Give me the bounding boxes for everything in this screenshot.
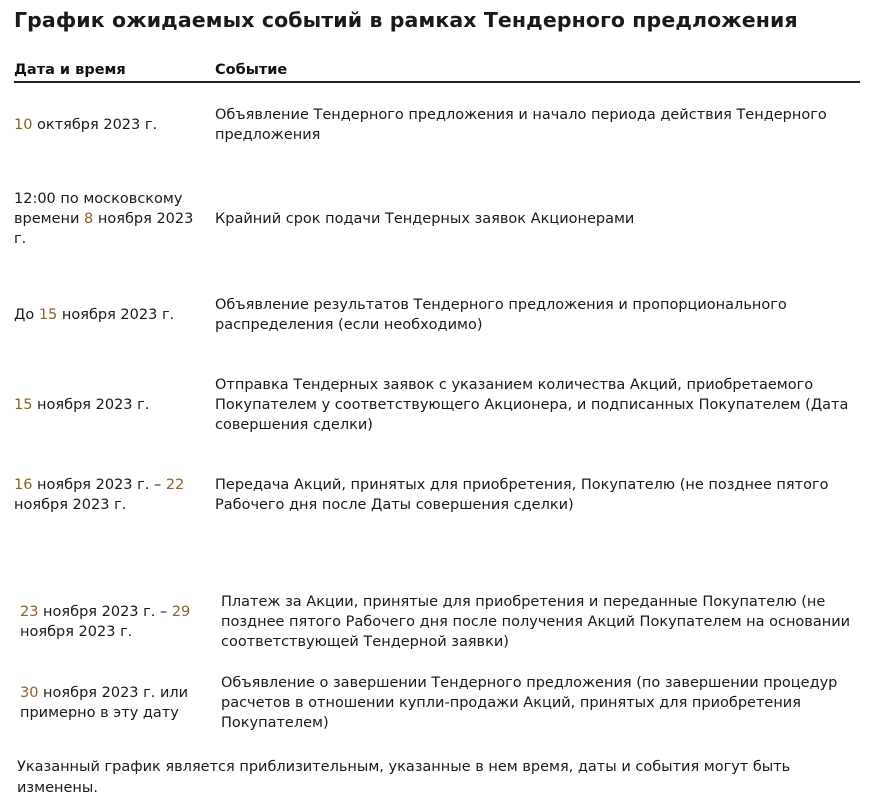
date-text: ноября 2023 г. [14, 211, 194, 247]
row-event: Объявление результатов Тендерного предложения и пропорционального распределения (если необходимо) [215, 297, 787, 333]
date-text: 12:00 по московскому времени [14, 191, 183, 227]
date-text: ноября 2023 г. [32, 397, 150, 413]
row-date [14, 189, 199, 249]
date-number: 29 [171, 604, 191, 620]
row-event: Объявление о завершении Тендерного предложения (по завершении процедур расчетов в отношении купли-продажи Акций, принятых для приобретения Покупателем) [221, 675, 838, 731]
footer-note: Указанный график является приблизительным, указанные в нем время, даты и события могут быть изменены. [17, 759, 791, 796]
column-header-event: Событие [215, 62, 288, 78]
row-event: Крайний срок подачи Тендерных заявок Акционерами [215, 211, 635, 227]
column-header-date: Дата и время [14, 62, 126, 78]
date-number: 16 [14, 477, 33, 493]
date-text: ноября 2023 г. [20, 624, 133, 640]
row-date [14, 115, 204, 135]
date-text: ноября 2023 г. – [32, 477, 166, 493]
date-text: До [14, 307, 39, 323]
date-number: 23 [20, 604, 39, 620]
row-event: Платеж за Акции, принятые для приобретения и переданные Покупателю (не позднее пятого Рабочего дня после получения Акций Покупателем на основании соответствующей Тендерной заявки) [221, 594, 851, 650]
row-event: Отправка Тендерных заявок с указанием количества Акций, приобретаемого Покупателем у соответствующего Акционера, и подписанных Покупателем (Дата совершения сделки) [215, 377, 849, 433]
date-number: 15 [38, 307, 58, 323]
date-number: 8 [84, 211, 94, 227]
date-number: 22 [165, 477, 185, 493]
row-date [14, 475, 189, 515]
date-text: ноября 2023 г. – [38, 604, 172, 620]
date-text: ноября 2023 г. [57, 307, 175, 323]
row-date [20, 683, 205, 723]
row-event: Объявление Тендерного предложения и начало периода действия Тендерного предложения [215, 107, 827, 143]
page-title: График ожидаемых событий в рамках Тендерного предложения [14, 8, 798, 32]
header-divider [14, 81, 860, 83]
row-date [14, 305, 204, 325]
date-text: ноября 2023 г. [14, 497, 127, 513]
date-number: 10 [14, 117, 33, 133]
date-text: ноября 2023 г. или примерно в эту дату [20, 685, 189, 721]
date-number: 15 [14, 397, 33, 413]
date-number: 30 [20, 685, 39, 701]
row-date [20, 602, 195, 642]
row-date [14, 395, 204, 415]
date-text: октября 2023 г. [32, 117, 158, 133]
row-event: Передача Акций, принятых для приобретения, Покупателю (не позднее пятого Рабочего дня после Даты совершения сделки) [215, 477, 829, 513]
